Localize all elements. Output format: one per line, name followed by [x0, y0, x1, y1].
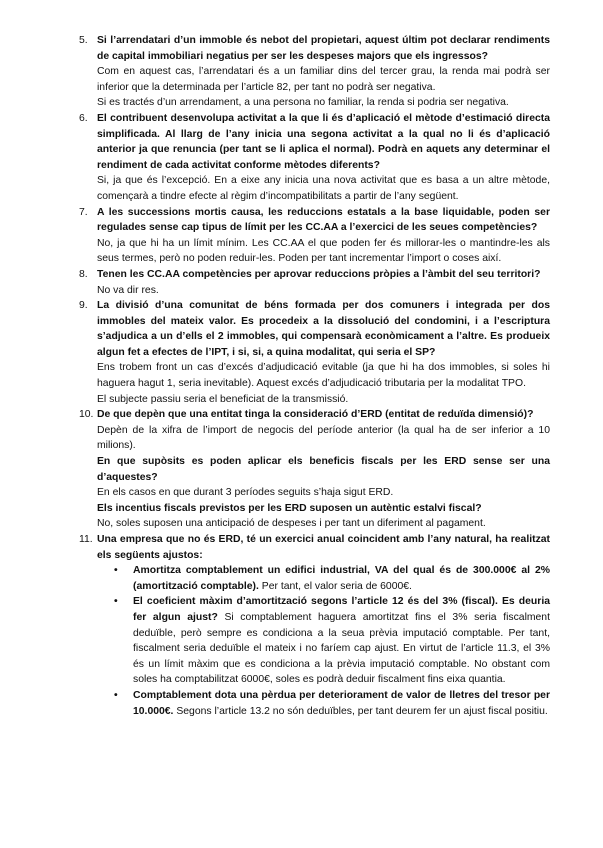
answer-text: En els casos en que durant 3 períodes seguits s’haja sigut ERD.: [97, 487, 394, 499]
bullet-text: Segons l’article 13.2 no són deduïbles, per tant deurem fer un ajust fiscal positiu.: [173, 705, 548, 717]
question-text: Una empresa que no és ERD, té un exercici anual coincident amb l’any natural, ha realitzat els següents ajustos:: [97, 534, 550, 561]
bullet-icon: •: [114, 565, 118, 577]
list-item: [0, 298, 603, 407]
bullet-icon: •: [114, 689, 118, 701]
item-number: 5.: [79, 35, 88, 46]
bullet-bold-text: Comptablement dota una pèrdua per deteriorament de valor de lletres del tresor per 10.000€.: [133, 689, 550, 717]
answer-text: Ens trobem front un cas d’excés d’adjudicació evitable (ja que hi ha dos immobles, si soles hi haguera hagut 1, seria inevitable). Aquest excés d’adjudicació tributaria per la modalitat TPO.: [97, 362, 550, 390]
bullet-text: Per tant, el valor seria de 6000€.: [258, 580, 412, 592]
answer-text: No va dir res.: [97, 284, 159, 296]
bullet-item: [97, 594, 550, 688]
item-number: 7.: [79, 206, 88, 218]
answer-text: Si, ja que és l’excepció. En a eixe any inicia una nova activitat que es basa a un altre mètode, començarà a tindre efecte al règim d’incompatibilitats a partir de l’any següent.: [97, 175, 550, 202]
answer-text: El subjecte passiu seria el beneficiat de la transmissió.: [97, 393, 349, 405]
list-item: [0, 205, 603, 267]
sub-question-text: En que supòsits es poden aplicar els beneficis fiscals per les ERD sense ser una d’aquestes?: [97, 456, 550, 483]
question-list: [0, 33, 603, 719]
question-text: Tenen les CC.AA competències per aprovar reduccions pròpies a l’àmbit del seu territori?: [97, 268, 541, 280]
list-item: [0, 532, 603, 719]
sub-question-text: Els incentius fiscals previstos per les ERD suposen un autèntic estalvi fiscal?: [97, 502, 482, 514]
bullet-item: [97, 688, 550, 719]
list-item: [0, 33, 603, 111]
bullet-bold-text: El coeficient màxim d’amortització segons l’article 12 és del 3% (fiscal). Es deuria fer algun ajust?: [133, 596, 550, 623]
item-number: 6.: [79, 112, 88, 124]
question-text: Si l’arrendatari d’un immoble és nebot del propietari, aquest últim pot declarar rendiments de capital immobiliari negatius per ser les despeses majors que els ingressos?: [97, 35, 550, 62]
answer-text: Si es tractés d’un arrendament, a una persona no familiar, la renda si podria ser negativa.: [97, 97, 509, 109]
question-text: De que depèn que una entitat tinga la consideració d’ERD (entitat de reduïda dimensió)?: [97, 409, 534, 421]
bullet-bold-text: Amortitza comptablement un edifici industrial, VA del qual és de 300.000€ al 2% (amortització comptable).: [133, 565, 550, 592]
bullet-icon: •: [114, 596, 118, 608]
item-number: 8.: [79, 268, 88, 280]
answer-text: Com en aquest cas, l’arrendatari és a un familiar dins del tercer grau, la renda mai podrà ser inferior que la determinada per l’article 82, per tant no podrà ser negativa.: [97, 66, 550, 93]
question-text: El contribuent desenvolupa activitat a la que li és d’aplicació el mètode d’estimació directa simplificada. Al llarg de l’any inicia una segona activitat a la qual no li és d’aplicació anterior ja que renuncia (per tant se li aplica el normal). Podrà en aquets any determinar el rendiment de cada activitat conforme mètodes diferents?: [97, 112, 550, 171]
item-number: 10.: [79, 409, 94, 421]
answer-text: No, ja que hi ha un límit mínim. Les CC.AA el que poden fer és millorar-les o mantindre-les als seus termes, però no poden reduir-les. Poden per tant incrementar l’import o coses així.: [97, 237, 550, 265]
list-item: [0, 111, 603, 205]
bullet-item: [97, 563, 550, 594]
bullet-text: Si comptablement haguera amortitzat fins el 3% seria fiscalment deduïble, però sempre es condiciona a la seua prèvia imputació comptable. Per tant, fiscalment seria deduïble el mateix i no faríem cap ajust. En virtut de l’article 11.3, el 3% és un límit màxim que es condiciona a la prèvia imputació comptable. No obstant com soles ha comptabilitzat 6000€, soles es podrà deduir fiscalment fins eixa quantia.: [133, 611, 550, 686]
list-item: [0, 407, 603, 532]
item-number: 9.: [79, 300, 88, 312]
question-text: La divisió d’una comunitat de béns formada per dos comuners i integrada per dos immobles del mateix valor. Es procedeix a la dissolució del condomini, i a l’escriptura s’adjudica a un d’ells el 2 immobles, qui compensarà econòmicament a l’altre. Es produeix algun fet a efectes de l’IPT, i si, si, a quina modalitat, qui seria el SP?: [97, 300, 550, 358]
question-text: A les successions mortis causa, les reduccions estatals a la base liquidable, poden ser regulades sense cap tipus de límit per les CC.AA a l’exercici de les seues competències?: [97, 206, 550, 234]
answer-text: Depèn de la xifra de l’import de negocis del període anterior (la qual ha de ser inferior a 10 milions).: [97, 424, 550, 452]
list-item: [0, 267, 603, 298]
item-number: 11.: [79, 534, 93, 545]
answer-text: No, soles suposen una anticipació de despeses i per tant un diferiment al pagament.: [97, 518, 486, 530]
